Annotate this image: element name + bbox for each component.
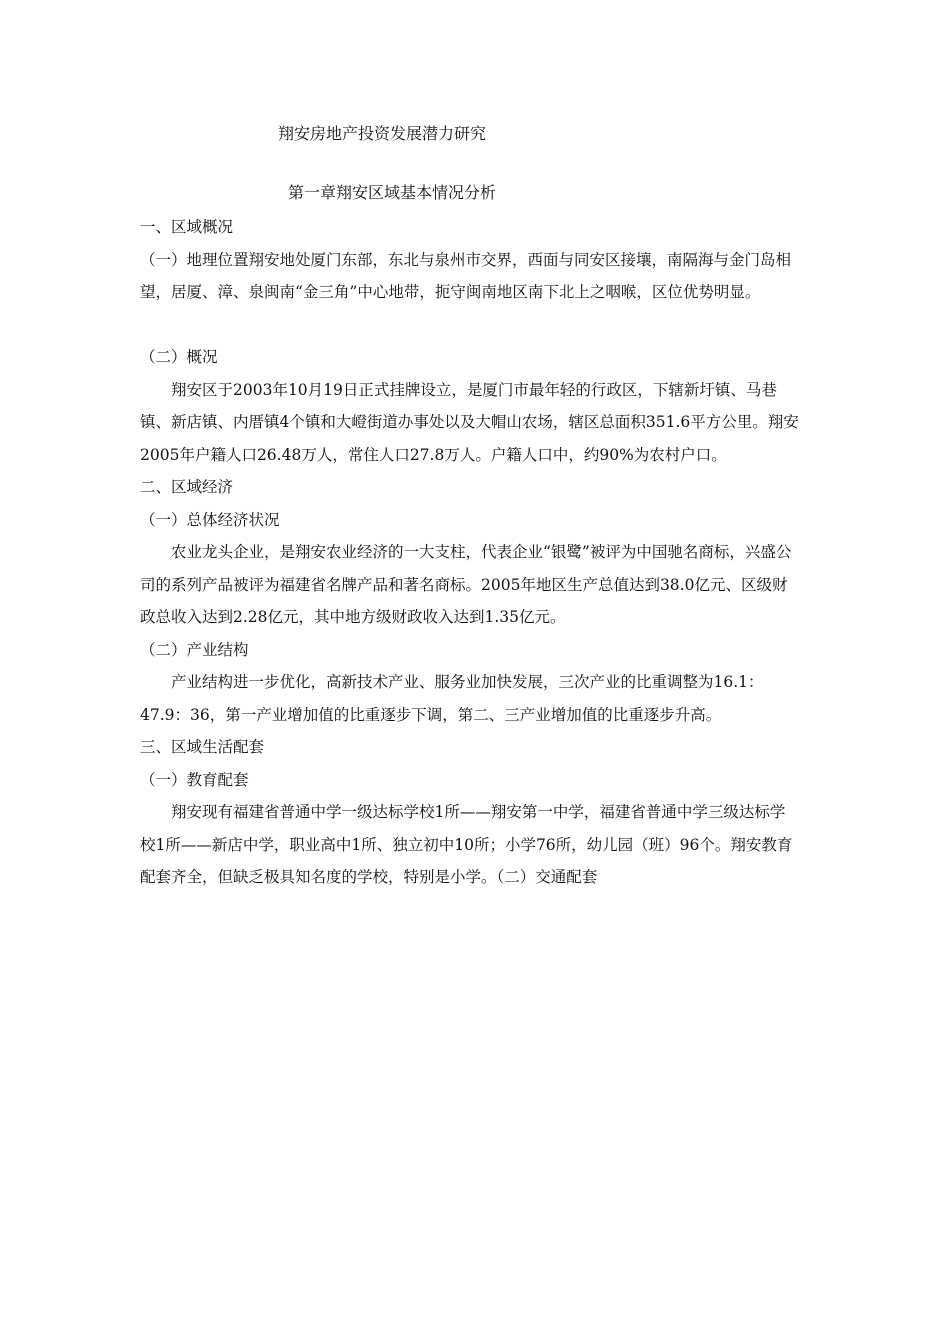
subsection-heading-economic-status: （一）总体经济状况 [140,510,280,529]
paragraph-industry-structure: 产业结构进一步优化，高新技术产业、服务业加快发展，三次产业的比重调整为16.1：47.9：36，第一产业增加值的比重逐步下调，第二、三产业增加值的比重逐步升高。 [140,673,764,724]
paragraph-economic-status: 农业龙头企业，是翔安农业经济的一大支柱，代表企业“银鹭”被评为中国驰名商标，兴盛公司的系列产品被评为福建省名牌产品和著名商标。2005年地区生产总值达到38.0亿元、区级财政总收入达到2.28亿元，其中地方级财政收入达到1.35亿元。 [140,543,792,626]
subsection-heading-education: （一）教育配套 [140,770,249,789]
subsection-heading-industry-structure: （二）产业结构 [140,640,249,659]
chapter-heading: 第一章翔安区域基本情况分析 [288,183,497,202]
subsection-heading-overview: （二）概况 [140,348,218,366]
document-body [140,211,800,894]
paragraph-geographic-location: （一）地理位置翔安地处厦门东部，东北与泉州市交界，西面与同安区接壤，南隔海与金门岛相望，居厦、漳、泉闽南“金三角”中心地带，扼守闽南地区南下北上之咽喉，区位优势明显。 [140,250,792,301]
paragraph-education: 翔安现有福建省普通中学一级达标学校1所——翔安第一中学，福建省普通中学三级达标学校1所——新店中学，职业高中1所、独立初中10所；小学76所，幼儿园（班）96个。翔安教育配套齐全，但缺乏极具知名度的学校，特别是小学。（二）交通配套 [140,803,793,886]
section-heading-living-facilities: 三、区域生活配套 [140,738,265,756]
paragraph-overview: 翔安区于2003年10月19日正式挂牌设立，是厦门市最年轻的行政区，下辖新圩镇、马巷镇、新店镇、内厝镇4个镇和大嶝街道办事处以及大帽山农场，辖区总面积351.6平方公里。翔安2005年户籍人口26.48万人，常住人口27.8万人。户籍人口中，约90%为农村户口。 [140,380,799,464]
section-heading-regional-overview: 一、区域概况 [140,218,234,236]
section-heading-regional-economy: 二、区域经济 [140,478,234,496]
document-title: 翔安房地产投资发展潜力研究 [278,124,487,143]
paragraph-spacer [140,309,800,342]
